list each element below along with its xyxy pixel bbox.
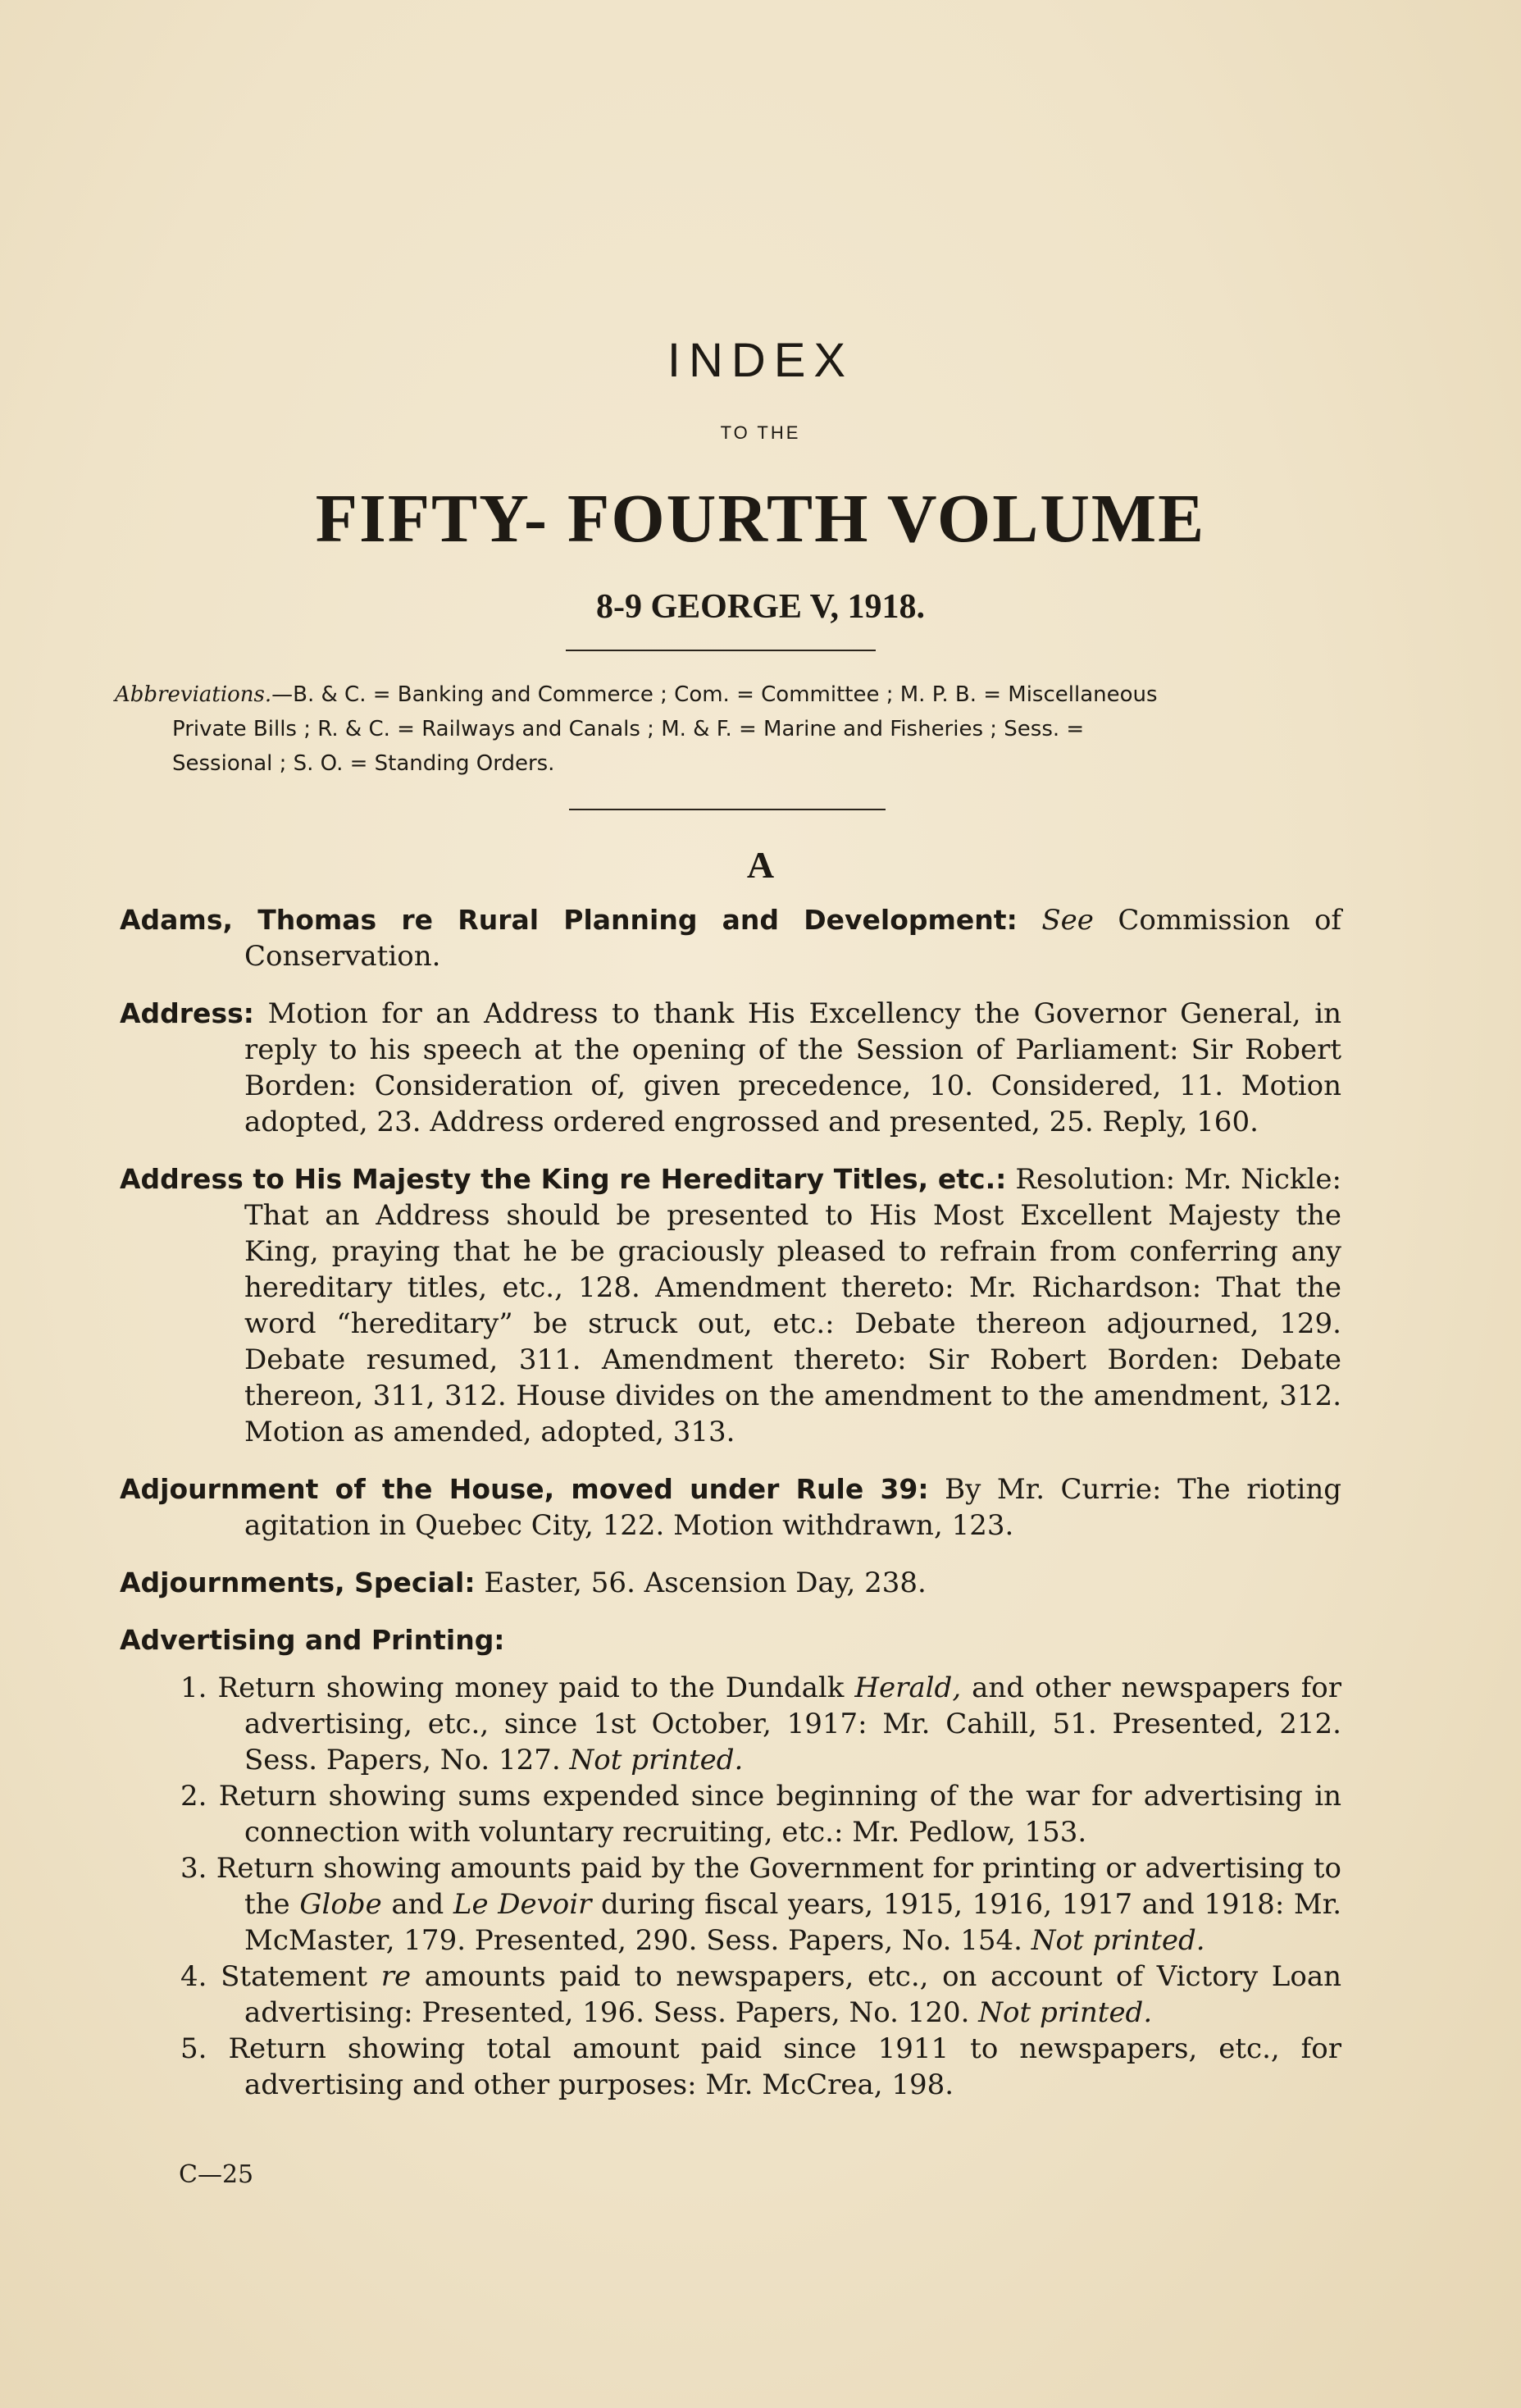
list-item xyxy=(180,1778,1341,1850)
entry-text: By Mr. Currie: The rioting agitation in Quebec City, 122. Motion withdrawn, 123. xyxy=(244,1473,1341,1542)
not-printed-note: Not printed. xyxy=(978,1996,1153,2029)
item-italic: Herald, xyxy=(854,1671,962,1704)
entry-heading: Address: xyxy=(120,997,254,1029)
list-item xyxy=(180,1850,1341,1959)
entry-heading-advertising: Advertising and Printing: xyxy=(120,1624,505,1656)
entry-text: Motion for an Address to thank His Excellency the Governor General, in reply to his speech at the opening of the Session of Parliament: Sir Robert Borden: Consideration of, given precedence, 10. Considered, 11. Motion adopted, 23. Address ordered engrossed and presented, 25. Reply, 160. xyxy=(244,997,1341,1138)
item-number: 3. xyxy=(180,1852,207,1885)
abbreviations-paragraph xyxy=(115,677,1345,781)
item-text: Return showing total amount paid since 1911 to newspapers, etc., for advertising and other purposes: Mr. McCrea, 198. xyxy=(228,2032,1341,2101)
session-line: 8-9 GEORGE V, 1918. xyxy=(595,588,925,626)
volume-title: FIFTY- FOURTH VOLUME xyxy=(315,481,1206,557)
index-title: INDEX xyxy=(667,334,854,387)
index-entry xyxy=(120,1161,1341,1450)
index-entry xyxy=(120,902,1341,974)
index-entries xyxy=(120,902,1341,2103)
index-entry xyxy=(120,996,1341,1140)
item-text: Return showing sums expended since beginning of the war for advertising in connection with voluntary recruiting, etc.: Mr. Pedlow, 153. xyxy=(218,1780,1341,1849)
list-item xyxy=(180,1670,1341,1778)
signature-mark: C—25 xyxy=(179,2160,254,2189)
section-letter: A xyxy=(746,844,775,886)
advertising-sublist xyxy=(120,1670,1341,2103)
item-number: 2. xyxy=(180,1780,207,1813)
item-text: Return showing amounts paid by the Government for printing or advertising to the xyxy=(216,1852,1341,1921)
item-text: during fiscal years, 1915, 1916, 1917 and 1918: Mr. McMaster, 179. Presented, 290. Sess. Papers, No. 154. xyxy=(244,1888,1342,1957)
item-text: Statement xyxy=(221,1960,368,1993)
item-number: 5. xyxy=(180,2032,207,2065)
entry-heading: Address to His Majesty the King re Hereditary Titles, etc.: xyxy=(120,1163,1007,1195)
item-italic: Le Devoir xyxy=(453,1888,592,1921)
item-number: 1. xyxy=(180,1671,207,1704)
index-entry xyxy=(120,1565,1341,1601)
divider-rule xyxy=(566,650,876,651)
item-text: Return showing money paid to the Dundalk xyxy=(217,1671,845,1704)
not-printed-note: Not printed. xyxy=(569,1744,744,1776)
entry-text: Resolution: Mr. Nickle: That an Address should be presented to His Most Excellent Majesty the King, praying that he be graciously pleased to refrain from conferring any hereditary titles, etc., 128. Amendment thereto: Mr. Richardson: That the word “hereditary” be struck out, etc.: Debate thereon adjourned, 129. Debate resumed, 311. Amendment thereto: Sir Robert Borden: Debate thereon, 311, 312. House divides on the amendment to the amendment, 312. Motion as amended, adopted, 313. xyxy=(244,1163,1341,1448)
list-item xyxy=(180,1959,1341,2031)
entry-text: Easter, 56. Ascension Day, 238. xyxy=(484,1567,927,1599)
item-italic: Globe xyxy=(299,1888,382,1921)
item-number: 4. xyxy=(180,1960,207,1993)
see-reference: See xyxy=(1041,904,1094,937)
to-the-line: TO THE xyxy=(720,422,801,443)
item-text: and xyxy=(391,1888,444,1921)
entry-heading: Adjournments, Special: xyxy=(120,1567,476,1598)
abbreviations-line-3: Sessional ; S. O. = Standing Orders. xyxy=(172,751,555,776)
abbreviations-line-2: Private Bills ; R. & C. = Railways and Canals ; M. & F. = Marine and Fisheries ; Sess. = xyxy=(172,717,1085,741)
entry-text: Commission of Conservation. xyxy=(244,904,1341,973)
abbreviations-line-1: —B. & C. = Banking and Commerce ; Com. = Committee ; M. P. B. = Miscellaneous xyxy=(271,682,1158,707)
not-printed-note: Not printed. xyxy=(1031,1924,1205,1957)
entry-heading: Adjournment of the House, moved under Rule 39: xyxy=(120,1473,929,1505)
item-text: and other newspapers for advertising, etc., since 1st October, 1917: Mr. Cahill, 51. Presented, 212. Sess. Papers, No. 127. xyxy=(244,1671,1342,1776)
divider-rule xyxy=(569,809,886,810)
item-text: amounts paid to newspapers, etc., on account of Victory Loan advertising: Presented, 196. Sess. Papers, No. 120. xyxy=(244,1960,1342,2029)
abbreviations-lead: Abbreviations. xyxy=(115,682,272,707)
item-italic: re xyxy=(380,1960,412,1993)
entry-heading: Adams, Thomas re Rural Planning and Development: xyxy=(120,904,1018,936)
title-block xyxy=(0,332,1521,627)
list-item xyxy=(180,2031,1341,2103)
index-entry xyxy=(120,1471,1341,1544)
